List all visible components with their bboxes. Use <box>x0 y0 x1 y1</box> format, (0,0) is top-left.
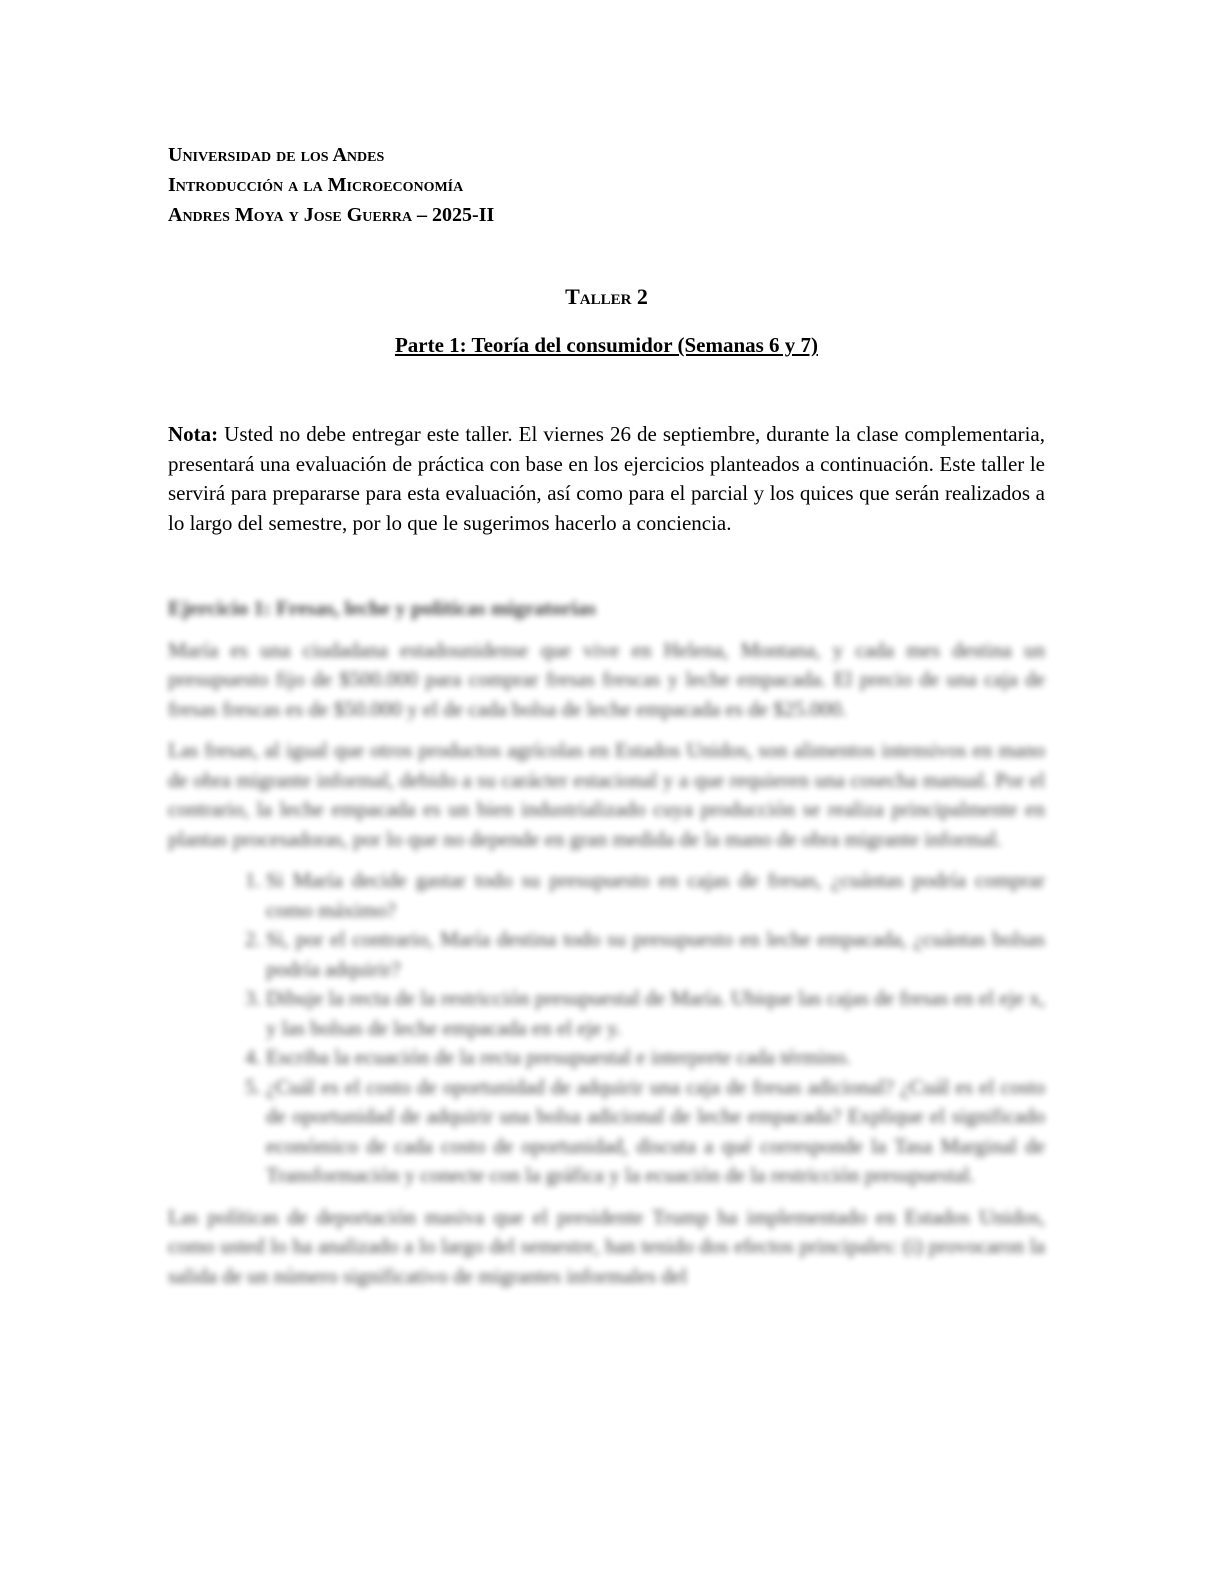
document-page <box>168 140 1045 1303</box>
note-text: Usted no debe entregar este taller. El viernes 26 de septiembre, durante la clase complementaria, presentará una evaluación de práctica con base en los ejercicios planteados a continuación. Este taller le servirá para prepararse para esta evaluación, así como para el parcial y los quices que serán realizados a lo largo del semestre, por lo que le sugerimos hacerlo a conciencia. <box>168 422 1045 535</box>
question-item: 2. Si, por el contrario, María destina todo su presupuesto en leche empacada, ¿cuántas bolsas podría adquirir? <box>266 925 1045 984</box>
exercise-paragraph: Las fresas, al igual que otros productos agrícolas en Estados Unidos, son alimentos intensivos en mano de obra migrante informal, debido a su carácter estacional y a que requieren una cosecha manual. Por el contrario, la leche empacada es un bien industrializado cuya producción se realiza principalmente en plantas procesadoras, por lo que no depende en gran medida de la mano de obra migrante informal. <box>168 738 1045 851</box>
university-name: Universidad de los Andes <box>168 144 385 166</box>
note-paragraph <box>168 420 1045 538</box>
blurred-exercise-section <box>168 594 1045 1291</box>
closing-paragraph: Las políticas de deportación masiva que el presidente Trump ha implementado en Estados Unidos, como usted lo ha analizado a lo largo del semestre, han tenido dos efectos principales: (i) provocaron la salida de un número significativo de migrantes informales del <box>168 1204 1045 1288</box>
course-name: Introducción a la Microeconomía <box>168 174 464 196</box>
document-subtitle: Parte 1: Teoría del consumidor (Semanas 6 y 7) <box>394 333 819 357</box>
exercise-paragraph: María es una ciudadana estadounidense que vive en Helena, Montana, y cada mes destina un presupuesto fijo de $500.000 para comprar fresas frescas y leche empacada. El precio de una caja de fresas frescas es de $50.000 y el de cada bolsa de leche empacada es de $25.000. <box>168 637 1045 721</box>
note-label: Nota: <box>168 422 219 446</box>
exercise-heading: Ejercicio 1: Fresas, leche y políticas migratorias <box>168 596 596 620</box>
question-item: 5. ¿Cuál es el costo de oportunidad de adquirir una caja de fresas adicional? ¿Cuál es el costo de oportunidad de adquirir una bolsa adicional de leche empacada? Explique el significado económico de cada costo de oportunidad, discuta a qué corresponde la Tasa Marginal de Transformación y conecte con la gráfica y la ecuación de la restricción presupuestal. <box>266 1073 1045 1191</box>
question-item: 1. Si María decide gastar todo su presupuesto en cajas de fresas, ¿cuántas podría comprar como máximo? <box>266 866 1045 925</box>
question-item: 4. Escriba la ecuación de la recta presupuestal e interprete cada término. <box>266 1043 1045 1073</box>
authors-term: Andres Moya y Jose Guerra – 2025-II <box>168 204 495 226</box>
document-title: Taller 2 <box>565 284 648 309</box>
question-list <box>168 866 1045 1191</box>
question-item: 3. Dibuje la recta de la restricción presupuestal de María. Ubique las cajas de fresas en el eje x, y las bolsas de leche empacada en el eje y. <box>266 984 1045 1043</box>
